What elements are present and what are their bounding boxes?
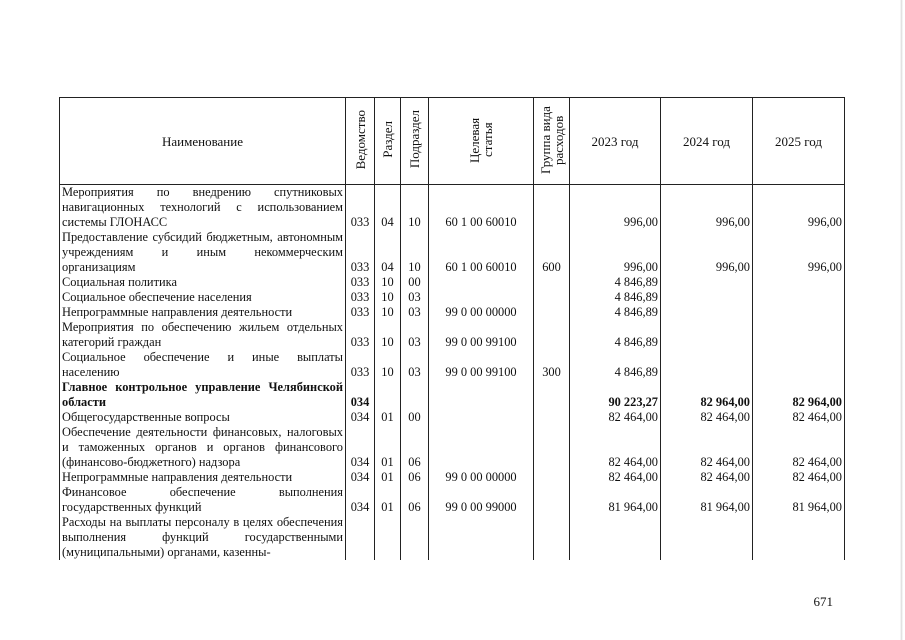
cell-group: 600 (534, 230, 570, 275)
cell-target (429, 425, 534, 470)
cell-target (429, 275, 534, 290)
cell-2025 (753, 320, 845, 350)
cell-target: 99 0 00 00000 (429, 305, 534, 320)
cell-2025 (753, 275, 845, 290)
table-row (60, 230, 845, 275)
cell-2024: 996,00 (661, 185, 753, 231)
cell-target: 99 0 00 99000 (429, 485, 534, 515)
cell-target (429, 290, 534, 305)
cell-section: 10 (375, 350, 401, 380)
cell-name: Непрограммные направления деятельности (60, 305, 346, 320)
cell-2025: 82 464,00 (753, 410, 845, 425)
cell-dept: 033 (346, 350, 375, 380)
cell-dept: 034 (346, 485, 375, 515)
table-row (60, 185, 845, 231)
cell-target (429, 410, 534, 425)
cell-group (534, 380, 570, 410)
cell-dept: 033 (346, 275, 375, 290)
table-row (60, 425, 845, 470)
cell-dept: 033 (346, 230, 375, 275)
header-row (60, 98, 845, 185)
table-body (60, 185, 845, 561)
cell-2024 (661, 320, 753, 350)
cell-2025: 82 964,00 (753, 380, 845, 410)
cell-2025: 81 964,00 (753, 485, 845, 515)
cell-2025 (753, 305, 845, 320)
table-row (60, 305, 845, 320)
cell-subsection: 00 (401, 275, 429, 290)
cell-2025: 996,00 (753, 230, 845, 275)
cell-subsection: 06 (401, 485, 429, 515)
cell-2025 (753, 350, 845, 380)
cell-target: 99 0 00 99100 (429, 320, 534, 350)
cell-group (534, 485, 570, 515)
cell-2023: 82 464,00 (570, 410, 661, 425)
cell-name: Мероприятия по внедрению спутниковых навигационных технологий с использованием системы ГЛОНАСС (60, 185, 346, 231)
cell-dept: 033 (346, 185, 375, 231)
header-section: Раздел (375, 98, 401, 185)
cell-target: 99 0 00 99100 (429, 350, 534, 380)
cell-2023: 4 846,89 (570, 305, 661, 320)
cell-name: Социальное обеспечение населения (60, 290, 346, 305)
header-target: Целевая статья (429, 98, 534, 185)
cell-name: Расходы на выплаты персоналу в целях обеспечения выполнения функций государственными (муниципальными) органами, казенны- (60, 515, 346, 560)
cell-2023: 4 846,89 (570, 275, 661, 290)
cell-name: Социальное обеспечение и иные выплаты населению (60, 350, 346, 380)
cell-subsection: 03 (401, 350, 429, 380)
scan-edge (900, 0, 903, 640)
cell-target: 60 1 00 60010 (429, 185, 534, 231)
cell-group (534, 320, 570, 350)
cell-2024 (661, 350, 753, 380)
cell-2024: 82 464,00 (661, 470, 753, 485)
cell-2024: 81 964,00 (661, 485, 753, 515)
cell-group (534, 425, 570, 470)
cell-name: Обеспечение деятельности финансовых, налоговых и таможенных органов и органов финансового (финансово-бюджетного) надзора (60, 425, 346, 470)
cell-2023: 996,00 (570, 230, 661, 275)
table-row (60, 320, 845, 350)
cell-dept: 033 (346, 290, 375, 305)
budget-table (59, 97, 845, 560)
table-row (60, 275, 845, 290)
cell-target: 60 1 00 60010 (429, 230, 534, 275)
cell-2023: 4 846,89 (570, 290, 661, 305)
cell-subsection: 06 (401, 470, 429, 485)
cell-subsection: 03 (401, 320, 429, 350)
cell-section: 01 (375, 485, 401, 515)
header-name: Наименование (60, 98, 346, 185)
cell-dept: 033 (346, 320, 375, 350)
cell-group (534, 275, 570, 290)
cell-group (534, 470, 570, 485)
cell-dept: 034 (346, 470, 375, 485)
cell-subsection: 06 (401, 425, 429, 470)
cell-subsection (401, 515, 429, 560)
cell-name: Предоставление субсидий бюджетным, автономным учреждениям и иным некоммерческим организациям (60, 230, 346, 275)
cell-dept: 033 (346, 305, 375, 320)
cell-2024 (661, 275, 753, 290)
cell-dept: 034 (346, 410, 375, 425)
cell-2023: 996,00 (570, 185, 661, 231)
cell-name: Финансовое обеспечение выполнения государственных функций (60, 485, 346, 515)
cell-2025: 82 464,00 (753, 470, 845, 485)
cell-target: 99 0 00 00000 (429, 470, 534, 485)
cell-2024 (661, 305, 753, 320)
cell-section: 04 (375, 230, 401, 275)
cell-name: Непрограммные направления деятельности (60, 470, 346, 485)
page-number: 671 (813, 594, 833, 609)
cell-subsection: 10 (401, 230, 429, 275)
cell-section: 10 (375, 320, 401, 350)
cell-2024: 996,00 (661, 230, 753, 275)
cell-2025 (753, 515, 845, 560)
cell-group (534, 515, 570, 560)
header-subsection: Подраздел (401, 98, 429, 185)
cell-section: 01 (375, 470, 401, 485)
cell-section (375, 380, 401, 410)
cell-target (429, 380, 534, 410)
cell-name: Мероприятия по обеспечению жильем отдельных категорий граждан (60, 320, 346, 350)
cell-name: Главное контрольное управление Челябинской области (60, 380, 346, 410)
table-row (60, 515, 845, 560)
cell-2025 (753, 290, 845, 305)
cell-2024: 82 464,00 (661, 425, 753, 470)
cell-subsection: 10 (401, 185, 429, 231)
header-dept: Ведомство (346, 98, 375, 185)
cell-section: 01 (375, 410, 401, 425)
cell-section: 10 (375, 290, 401, 305)
cell-2023: 82 464,00 (570, 425, 661, 470)
cell-2023: 4 846,89 (570, 350, 661, 380)
cell-target (429, 515, 534, 560)
cell-group (534, 305, 570, 320)
table-row (60, 410, 845, 425)
cell-2023: 4 846,89 (570, 320, 661, 350)
table-row (60, 485, 845, 515)
cell-dept: 034 (346, 380, 375, 410)
cell-subsection (401, 380, 429, 410)
cell-group (534, 185, 570, 231)
cell-section: 10 (375, 305, 401, 320)
cell-2023: 90 223,27 (570, 380, 661, 410)
cell-section: 01 (375, 425, 401, 470)
cell-2024: 82 964,00 (661, 380, 753, 410)
cell-section (375, 515, 401, 560)
cell-2023 (570, 515, 661, 560)
cell-subsection: 03 (401, 305, 429, 320)
header-group: Группа вида расходов (534, 98, 570, 185)
cell-subsection: 00 (401, 410, 429, 425)
cell-name: Социальная политика (60, 275, 346, 290)
cell-section: 10 (375, 275, 401, 290)
cell-section: 04 (375, 185, 401, 231)
cell-dept (346, 515, 375, 560)
cell-group: 300 (534, 350, 570, 380)
header-2025: 2025 год (753, 98, 845, 185)
cell-2024 (661, 290, 753, 305)
cell-2025: 996,00 (753, 185, 845, 231)
cell-2024 (661, 515, 753, 560)
cell-2024: 82 464,00 (661, 410, 753, 425)
cell-subsection: 03 (401, 290, 429, 305)
cell-2025: 82 464,00 (753, 425, 845, 470)
cell-group (534, 290, 570, 305)
table-row (60, 470, 845, 485)
cell-2023: 81 964,00 (570, 485, 661, 515)
table-row (60, 290, 845, 305)
header-2024: 2024 год (661, 98, 753, 185)
table-row (60, 380, 845, 410)
cell-dept: 034 (346, 425, 375, 470)
cell-name: Общегосударственные вопросы (60, 410, 346, 425)
header-2023: 2023 год (570, 98, 661, 185)
cell-group (534, 410, 570, 425)
cell-2023: 82 464,00 (570, 470, 661, 485)
table-row (60, 350, 845, 380)
